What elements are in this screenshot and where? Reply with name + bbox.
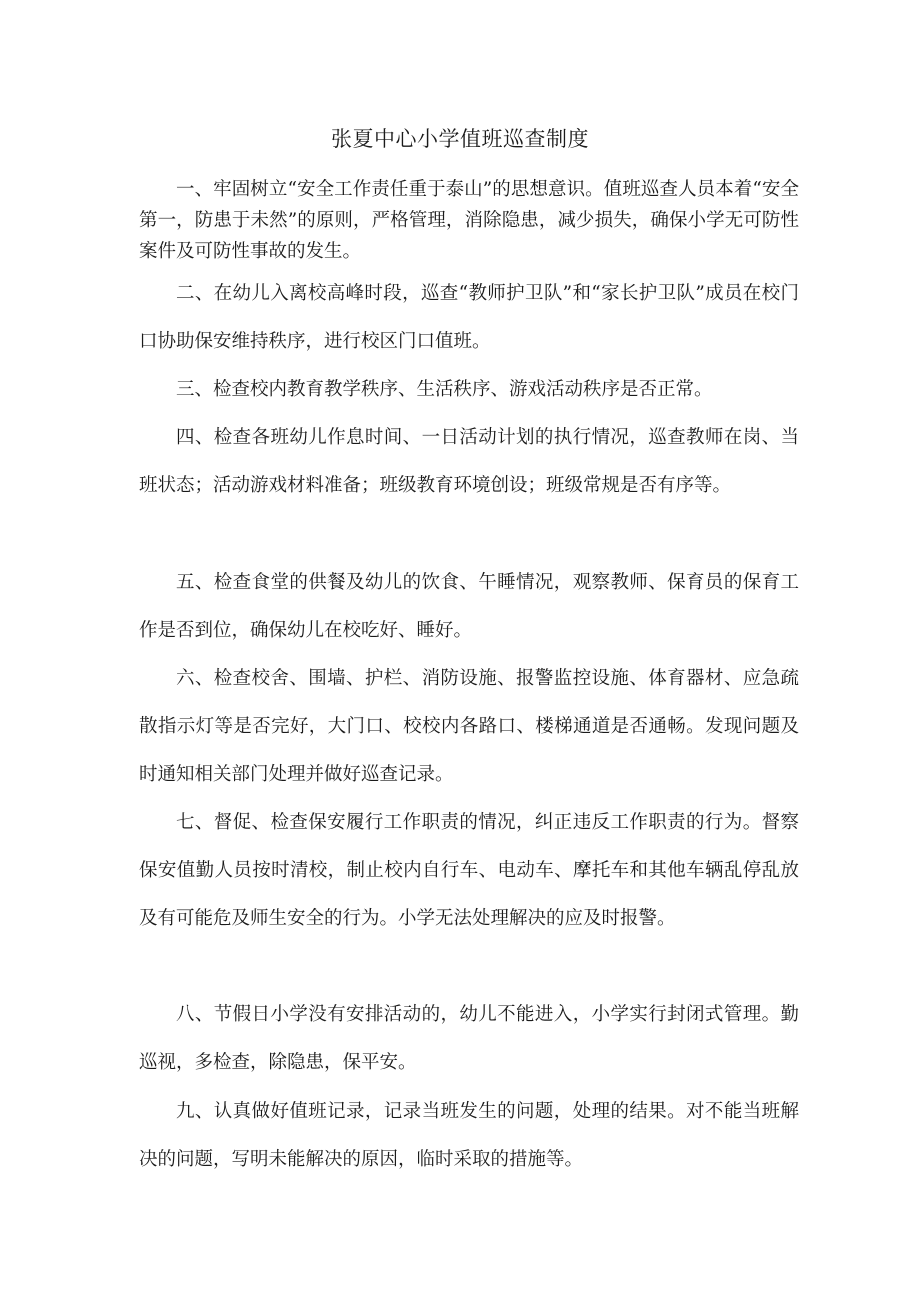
paragraph-9: 九、认真做好值班记录，记录当班发生的问题，处理的结果。对不能当班解决的问题，写明未能解决的原因，临时采取的措施等。 [139, 1101, 799, 1170]
paragraph-7: 七、督促、检查保安履行工作职责的情况，纠正违反工作职责的行为。督察保安值勤人员按时清校，制止校内自行车、电动车、摩托车和其他车辆乱停乱放及有可能危及师生安全的行为。小学无法处理解决的应及时报警。 [139, 812, 799, 929]
paragraph-1: 一、牢固树立“安全工作责任重于泰山”的思想意识。值班巡查人员本着“安全第一，防患于未然”的原则，严格管理，消除隐患，减少损失，确保小学无可防性案件及可防性事故的发生。 [139, 179, 799, 262]
paragraph-6: 六、检查校舍、围墙、护栏、消防设施、报警监控设施、体育器材、应急疏散指示灯等是否完好，大门口、校校内各路口、楼梯通道是否通畅。发现问题及时通知相关部门处理并做好巡查记录。 [139, 668, 799, 785]
paragraph-4: 四、检查各班幼儿作息时间、一日活动计划的执行情况，巡查教师在岗、当班状态；活动游戏材料准备；班级教育环境创设；班级常规是否有序等。 [139, 427, 799, 496]
paragraph-8: 八、节假日小学没有安排活动的，幼儿不能进入，小学实行封闭式管理。勤巡视，多检查，除隐患，保平安。 [139, 1004, 799, 1073]
paragraph-2: 二、在幼儿入离校高峰时段，巡查“教师护卫队”和“家长护卫队”成员在校门口协助保安维持秩序，进行校区门口值班。 [139, 283, 799, 352]
paragraph-5: 五、检查食堂的供餐及幼儿的饮食、午睡情况，观察教师、保育员的保育工作是否到位，确保幼儿在校吃好、睡好。 [139, 572, 799, 641]
paragraph-3: 三、检查校内教育教学秩序、生活秩序、游戏活动秩序是否正常。 [176, 379, 713, 400]
document-title: 张夏中心小学值班巡查制度 [331, 127, 589, 151]
